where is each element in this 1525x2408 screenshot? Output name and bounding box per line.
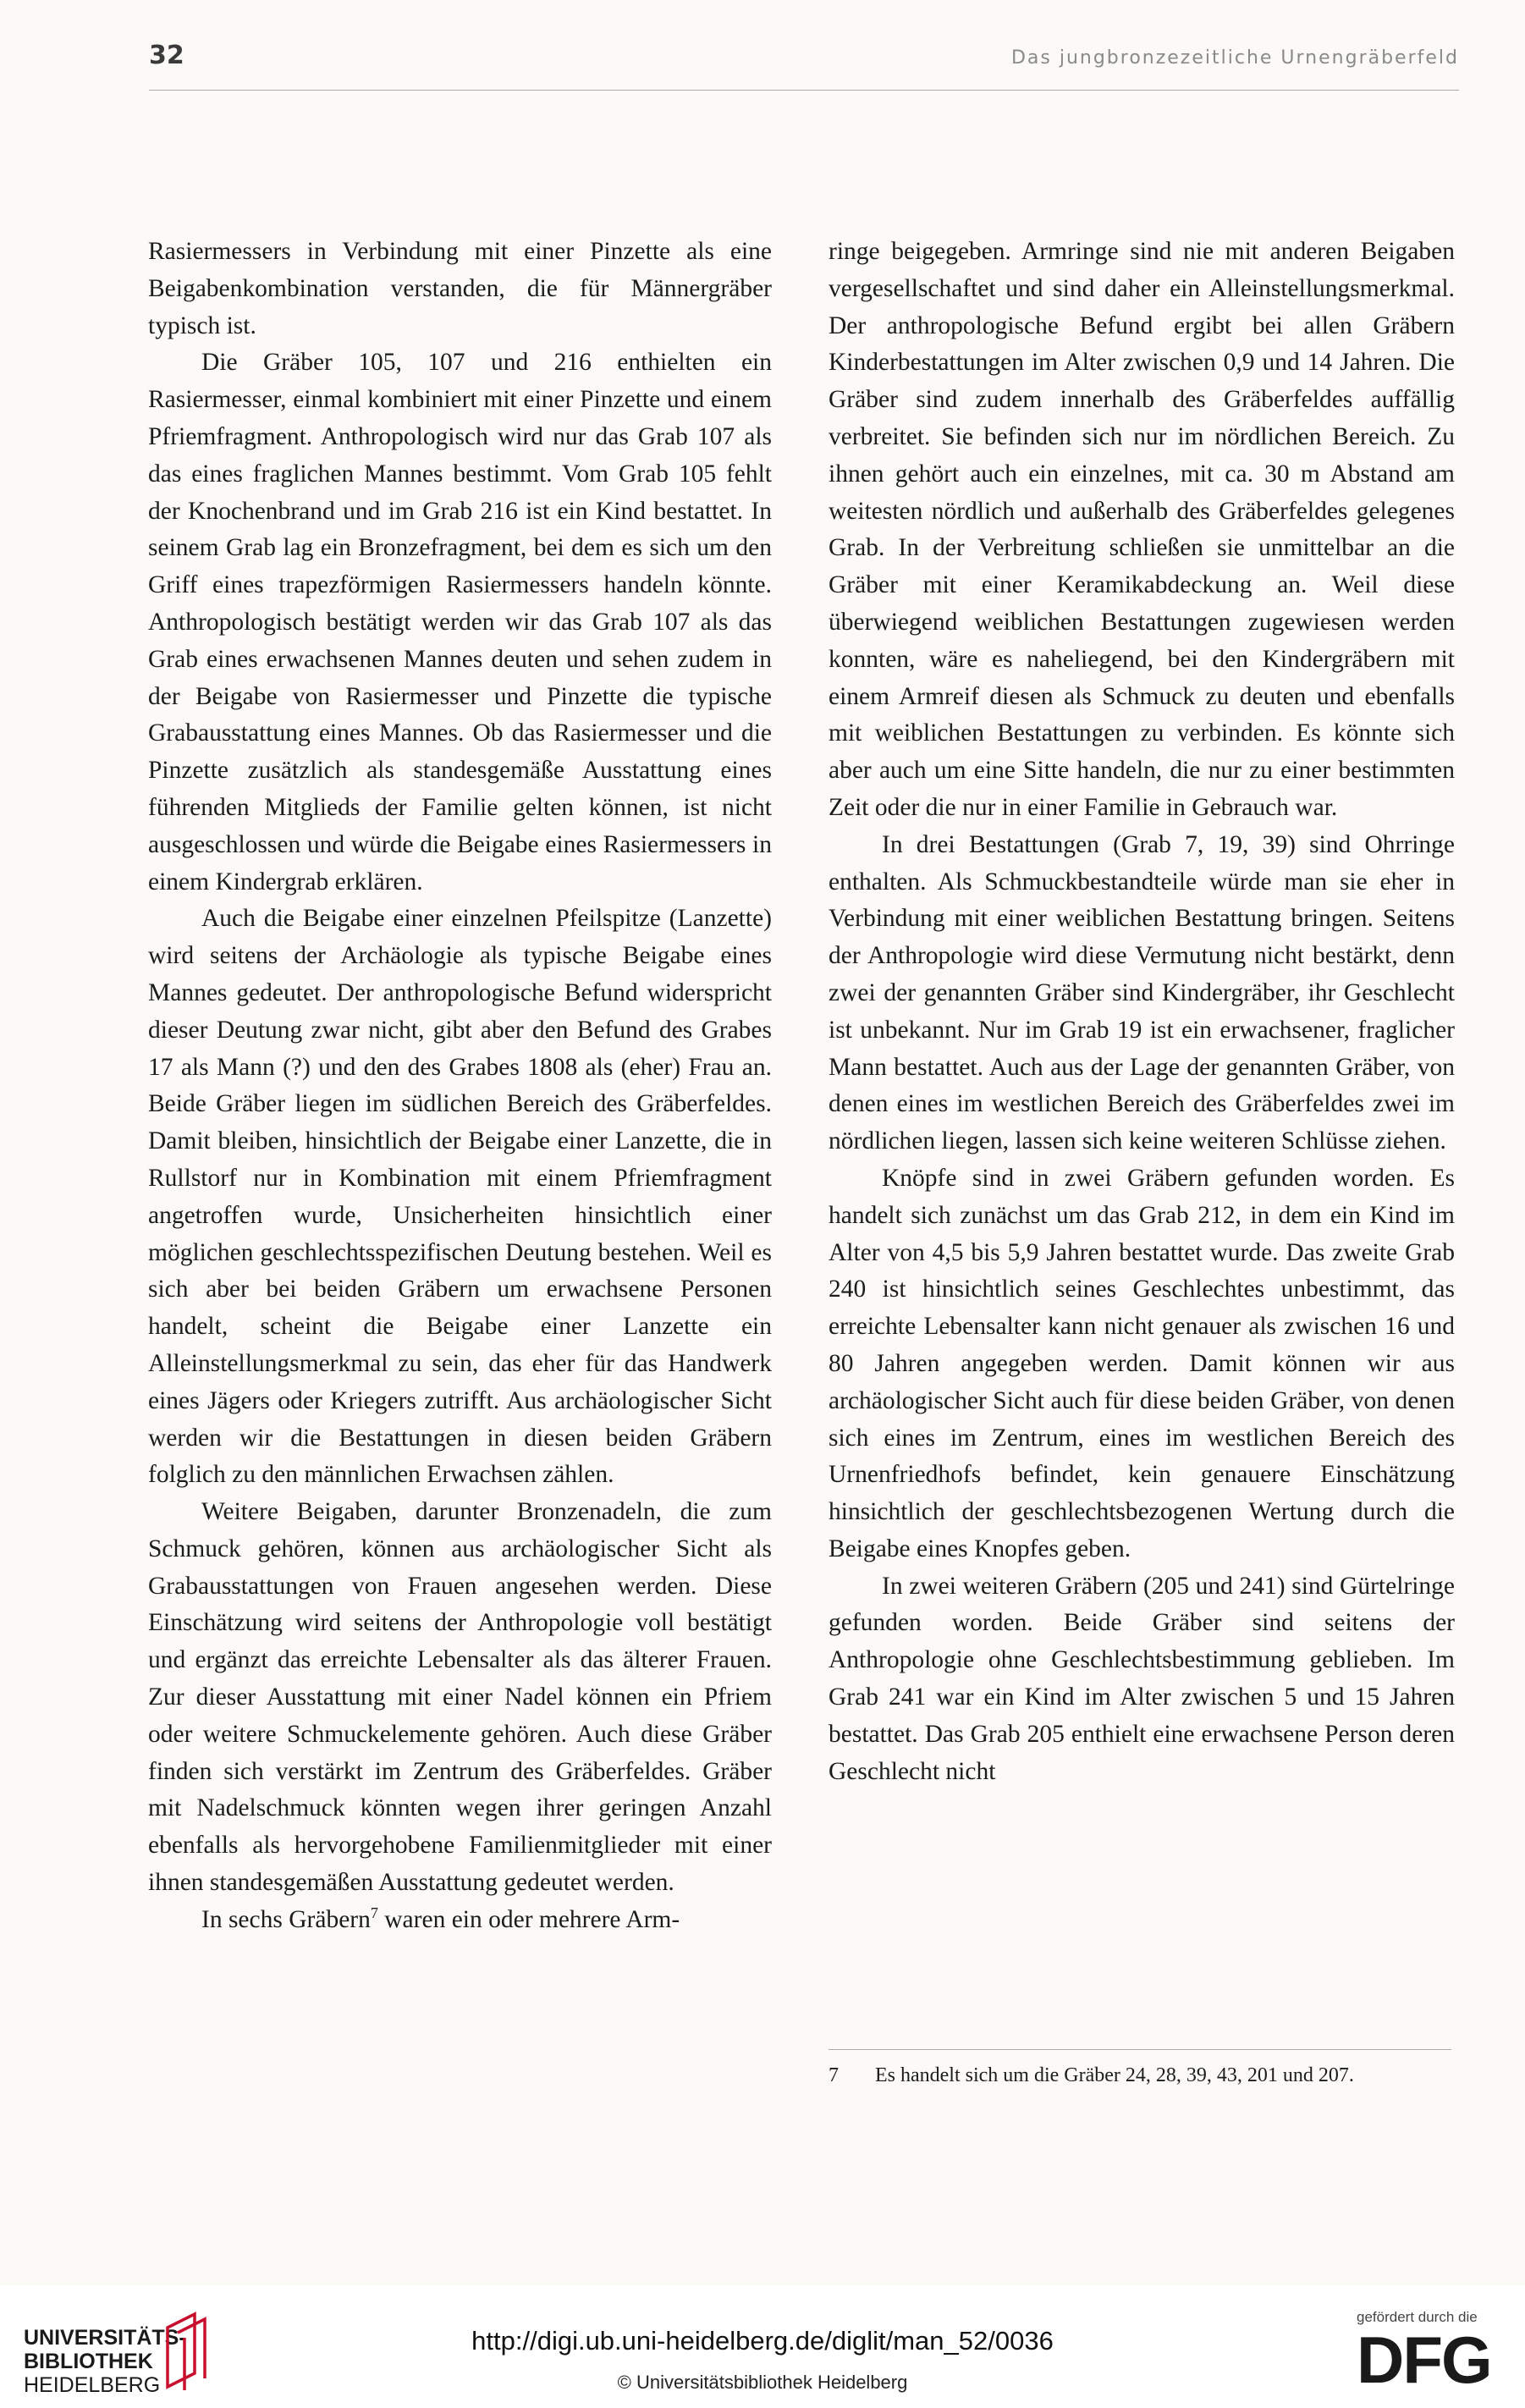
copyright-notice: © Universitätsbibliothek Heidelberg xyxy=(617,2372,908,2393)
paragraph: In drei Bestattungen (Grab 7, 19, 39) sind Ohrringe enthalten. Als Schmuckbestandteile würde man sie eher in Verbindung mit einer weiblichen Bestattung bringen. Seitens der Anthropologie wird diese Vermutung nicht bestärkt, denn zwei der genannten Gräber sind Kindergräber, ihr Geschlecht ist unbekannt. Nur im Grab 19 ist ein erwachsener, fraglicher Mann bestattet. Auch aus der Lage der genannten Gräber, von denen eines im westlichen Bereich des Gräberfeldes zwei im nördlichen liegen, lassen sich keine weiteren Schlüsse ziehen. xyxy=(829,830,1455,1155)
paragraph xyxy=(148,1902,772,1939)
paragraph: ringe beigegeben. Armringe sind nie mit anderen Beigaben vergesellschaftet und sind daher ein Alleinstellungsmerkmal. Der anthropologische Befund ergibt bei allen Gräbern Kinderbestattungen im Alter zwischen 0,9 und 14 Jahren. Die Gräber sind zudem innerhalb des Gräberfeldes auffällig verbreitet. Sie befinden sich nur im nördlichen Bereich. Zu ihnen gehört auch ein einzelnes, mit ca. 30 m Abstand am weitesten nördlich und außerhalb des Gräberfeldes gelegenes Grab. In der Verbreitung schließen sie unmittelbar an die Gräber mit einer Keramikabdeckung an. Weil diese überwiegend weiblichen Bestattungen zugewiesen werden konnten, wäre es naheliegend, bei den Kindergräbern mit einem Armreif diesen als Schmuck zu deuten und ebenfalls mit weiblichen Bestattungen zu verbinden. Es könnte sich aber auch um eine Sitte handeln, die nur zu einer bestimmten Zeit oder die nur in einer Familie in Gebrauch war. xyxy=(829,238,1455,821)
header-rule xyxy=(149,90,1459,91)
paragraph-text: In sechs Gräbern xyxy=(201,1905,371,1933)
paragraph: Rasiermessers in Verbindung mit einer Pinzette als eine Beigabenkombination verstanden, die für Männergräber typisch ist. xyxy=(148,238,772,339)
page-number: 32 xyxy=(149,41,184,70)
footnote xyxy=(829,2061,1455,2090)
library-name-line1: UNIVERSITÄTS- xyxy=(24,2326,186,2350)
paragraph: Weitere Beigaben, darunter Bronzenadeln, die zum Schmuck gehören, können aus archäologischer Sicht als Grabausstattungen von Frauen angesehen werden. Diese Einschätzung wird seitens der Anthropologie voll bestätigt und ergänzt das erreichte Lebensalter als das älterer Frauen. Zur dieser Ausstattung mit einer Nadel können ein Pfriem oder weitere Schmuckelemente gehören. Auch diese Gräber finden sich verstärkt im Zentrum des Gräberfeldes. Gräber mit Nadelschmuck könnten wegen ihrer geringen Anzahl ebenfalls als hervorgehobene Familienmitglieder mit einer ihnen standesgemäßen Ausstattung gedeutet werden. xyxy=(148,1498,772,1897)
footnote-number: 7 xyxy=(829,2064,839,2086)
paragraph: Knöpfe sind in zwei Gräbern gefunden worden. Es handelt sich zunächst um das Grab 212, in dem ein Kind im Alter von 4,5 bis 5,9 Jahren bestattet wurde. Das zweite Grab 240 ist hinsichtlich seines Geschlechtes unbestimmt, das erreichte Lebensalter kann nicht genauer als zwischen 16 und 80 Jahren angegeben werden. Damit können wir aus archäologischer Sicht auch für diese beiden Gräber, von denen sich eines im Zentrum, eines im westlichen Bereich des Urnenfriedhofs befindet, kein genauere Einschätzung hinsichtlich der geschlechtsbezogenen Wertung durch die Beigabe eines Knopfes geben. xyxy=(829,1164,1455,1562)
running-title: Das jungbronzezeitliche Urnengräberfeld xyxy=(1010,47,1459,69)
footnote-reference[interactable]: 7 xyxy=(370,1904,378,1922)
paragraph: Auch die Beigabe einer einzelnen Pfeilspitze (Lanzette) wird seitens der Archäologie als typische Beigabe eines Mannes gedeutet. Der anthropologische Befund widerspricht dieser Deutung zwar nicht, gibt aber den Befund des Grabes 17 als Mann (?) und den des Grabes 1808 als (eher) Frau an. Beide Gräber liegen im südlichen Bereich des Gräberfeldes. Damit bleiben, hinsichtlich der Beigabe einer Lanzette, die in Rullstorf nur in Kombination mit einem Pfriemfragment angetroffen wurde, Unsicherheiten hinsichtlich einer möglichen geschlechtsspezifischen Deutung bestehen. Weil es sich aber bei beiden Gräbern um erwachsene Personen handelt, scheint die Beigabe einer Lanzette ein Alleinstellungsmerkmal zu sein, das eher für das Handwerk eines Jägers oder Kriegers zutrifft. Aus archäologischer Sicht werden wir die Bestattungen in diesen beiden Gräbern folglich zu den männlichen Erwachsen zählen. xyxy=(148,905,772,1489)
paragraph: Die Gräber 105, 107 und 216 enthielten ein Rasiermesser, einmal kombiniert mit einer Pinzette und einem Pfriemfragment. Anthropologisch wird nur das Grab 107 als das eines fraglichen Mannes bestimmt. Vom Grab 105 fehlt der Knochenbrand und im Grab 216 ist ein Kind bestattet. In seinem Grab lag ein Bronzefragment, bei dem es sich um den Griff eines trapezförmigen Rasiermessers handeln könnte. Anthropologisch bestätigt werden wir das Grab 107 als das Grab eines erwachsenen Mannes deuten und sehen zudem in der Beigabe von Rasiermesser und Pinzette die typische Grabausstattung eines Mannes. Ob das Rasiermesser und die Pinzette zusätzlich als standesgemäße Ausstattung eines führenden Mitglieds der Familie gelten können, ist nicht ausgeschlossen und würde die Beigabe eines Rasiermessers in einem Kindergrab erklären. xyxy=(148,349,772,895)
paragraph-text: waren ein oder mehrere Arm- xyxy=(377,1905,680,1933)
footnote-rule xyxy=(829,2049,1451,2050)
library-name-line2: BIBLIOTHEK xyxy=(24,2350,153,2373)
right-column xyxy=(829,234,1455,1790)
dfg-logo[interactable]: DFG xyxy=(1357,2323,1491,2397)
paragraph: In zwei weiteren Gräbern (205 und 241) sind Gürtelringe gefunden worden. Beide Gräber sind seitens der Anthropologie ohne Geschlechtsbestimmung geblieben. Im Grab 241 war ein Kind im Alter zwischen 5 und 15 Jahren bestattet. Das Grab 205 enthielt eine erwachsene Person deren Geschlecht nicht xyxy=(829,1572,1455,1785)
footnote-text: Es handelt sich um die Gräber 24, 28, 39, 43, 201 und 207. xyxy=(875,2064,1354,2086)
dfg-caption: gefördert durch die xyxy=(1357,2309,1478,2325)
library-name-line3: HEIDELBERG xyxy=(24,2373,161,2397)
source-url-link[interactable]: http://digi.ub.uni-heidelberg.de/diglit/man_52/0036 xyxy=(471,2326,1054,2356)
left-column xyxy=(148,234,772,1939)
